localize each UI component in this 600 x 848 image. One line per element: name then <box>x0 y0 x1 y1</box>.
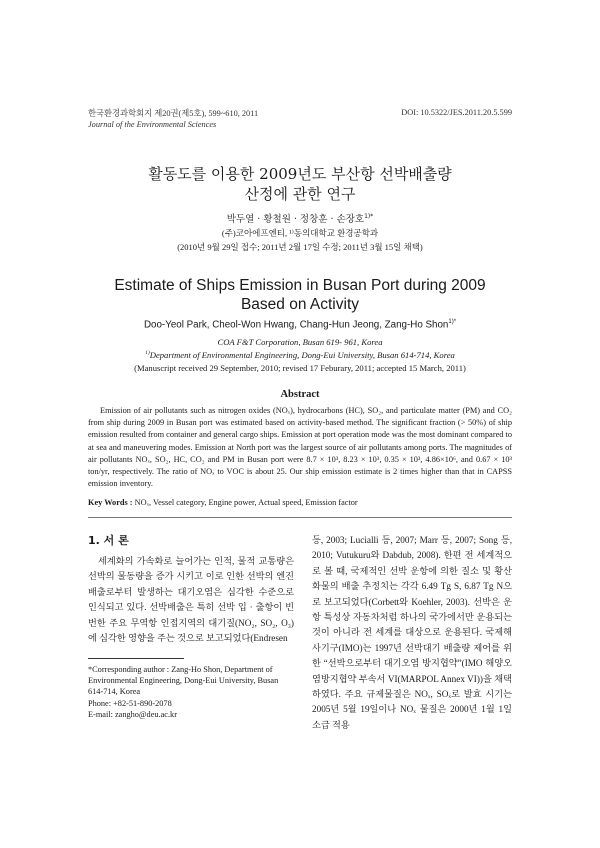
introduction-paragraph: 세계화의 가속화로 늘어가는 인적, 물적 교통량은 선박의 물동량을 증가 시키고 이로 인한 선박의 엔진 배출로부터 발생하는 대기오염은 심각한 수준으로 인식되고 있다. 선박배출은 특히 선박 입 · 출항이 빈번한 주요 무역항 인접지역의 대기질(NO₂, SO₂, O₃)에 심각한 영향을 주는 것으로 보고되었다(Endresen <box>88 556 294 644</box>
korean-affiliation: (주)코아에프엔티, ¹⁾동의대학교 환경공학과 <box>221 228 379 238</box>
korean-author-names: 박두열 · 황철원 · 정창훈 · 손장호 <box>226 214 365 225</box>
korean-dates: (2010년 9월 29일 접수; 2011년 2월 17일 수정; 2011년 3월 15일 채택) <box>177 242 423 252</box>
journal-citation-korean: 한국환경과학회지 제20권(제5호), 599~610, 2011 <box>88 109 259 118</box>
abstract-body: Emission of air pollutants such as nitrogen oxides (NOₓ), hydrocarbons (HC), SO₂, and particulate matter (PM) and CO₂ from ship during 2009 in Busan port was estimated based on activity-based method. The significant fraction (> 50%) of ship emission resulted from container and general cargo ships. Emission at port operation mode was the most dominant compared to at sea and maneuvering modes. Emission at North port was the largest source of air pollutants among ports. The magnitudes of air pollutants NOₓ, SO₂, HC, CO₂ and PM in Busan port were 8.7 × 10³, 8.23 × 10³, 0.35 × 10³, 4.86×10⁶, and 0.67 × 10³ ton/yr, respectively. The ratio of NOₓ to VOC is about 25. Our ship emission estimate is 2 times higher than that in CAPSS emission inventory. <box>88 406 512 489</box>
korean-author-sup: 1)* <box>364 212 374 220</box>
footnote <box>88 664 294 720</box>
english-affiliation-2-text: Department of Environmental Engineering, Dong-Eui University, Busan 614-714, Korea <box>149 350 455 360</box>
keywords-text: NOₓ, Vessel category, Engine power, Actual speed, Emission factor <box>132 498 358 507</box>
right-column <box>312 533 512 733</box>
english-author-names: Doo-Yeol Park, Cheol-Won Hwang, Chang-Hun Jeong, Zang-Ho Shon <box>143 319 449 331</box>
english-title-line2: Based on Activity <box>240 296 360 313</box>
journal-header <box>88 108 258 130</box>
footnote-corresponding-author: *Corresponding author : Zang-Ho Shon, Department of Environmental Engineering, Dong-Eui University, Busan 614-714, Korea <box>88 665 279 697</box>
english-title-line1: Estimate of Ships Emission in Busan Port during 2009 <box>114 277 486 294</box>
journal-name-english: Journal of the Environmental Sciences <box>88 120 217 129</box>
english-author-sup: 1)* <box>448 319 457 325</box>
right-column-paragraph: 등, 2003; Lucialli 등, 2007; Marr 등, 2007; Song 등, 2010; Vutukuru와 Dabdub, 2008). 한편 전 세계적으로 볼 때, 국제적인 선박 운항에 의한 질소 및 황산화물의 배출 추정치는 각각 6.49 Tg S, 6.87 Tg N으로 보고되었다(Corbett와 Koehler, 2003). 선박은 운항 특성상 자동차처럼 하나의 국가에서만 운용되는 것이 아니라 전 세계를 대상으로 운용된다. 국제해사기구(IMO)는 1997년 선박대기 배출량 제어를 위한 “선박으로부터 대기오염 방지협약”(IMO 해양오염방지협약 부속서 VI(MARPOL Annex VI))을 채택하였다. 주요 규제물질은 NOₓ, SOₓ로 발효 시기는 2005년 5월 19일이나 NOₓ 물질은 2000년 1월 1일 소급 적용 <box>312 535 512 730</box>
doi: DOI: 10.5322/JES.2011.20.5.599 <box>401 108 512 117</box>
english-dates: (Manuscript received 29 September, 2010; revised 17 Feburary, 2011; accepted 15 March, 2011) <box>134 363 466 373</box>
english-authors <box>0 319 600 330</box>
korean-title <box>0 164 600 204</box>
keywords <box>88 498 358 507</box>
abstract-divider <box>88 517 512 518</box>
footnote-phone: Phone: +82-51-890-2078 <box>88 698 172 708</box>
english-affiliation-1: COA F&T Corporation, Busan 619- 961, Korea <box>217 337 383 347</box>
keywords-label: Key Words : <box>88 498 133 507</box>
english-affiliation-2 <box>0 350 600 360</box>
abstract-heading: Abstract <box>280 389 320 400</box>
korean-title-line1: 활동도를 이용한 2009년도 부산항 선박배출량 <box>148 165 452 183</box>
footnote-email: E-mail: zangho@deu.ac.kr <box>88 709 177 719</box>
section-heading-introduction: 1. 서 론 <box>88 534 129 547</box>
korean-authors <box>0 211 600 225</box>
footnote-divider <box>88 658 184 659</box>
korean-title-line2: 산정에 관한 연구 <box>244 185 356 203</box>
english-affiliation-2-sup: 1) <box>145 350 150 357</box>
english-title <box>0 276 600 314</box>
